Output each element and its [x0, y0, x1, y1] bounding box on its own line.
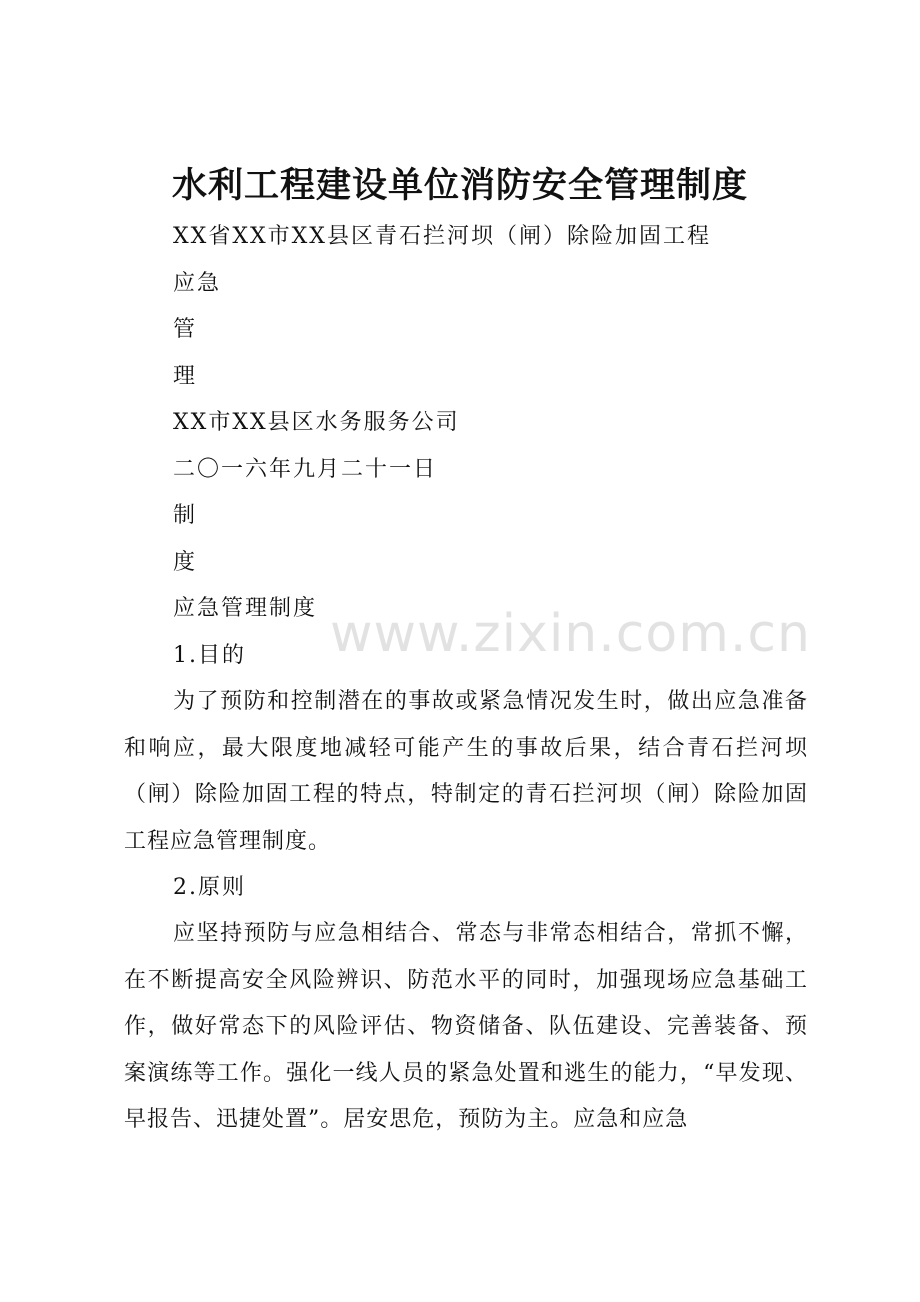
company-name-line: XX市XX县区水务服务公司	[173, 410, 460, 435]
header-line-yingji: 应急	[173, 271, 222, 296]
date-line: 二〇一六年九月二十一日	[173, 457, 438, 482]
watermark: www.zixin.com.cn	[330, 604, 811, 664]
header-line-du: 度	[173, 550, 198, 575]
header-line-zhi: 制	[173, 503, 198, 528]
heading-purpose: 1.目的	[173, 643, 246, 668]
document-title: 水利工程建设单位消防安全管理制度	[171, 165, 748, 206]
header-line-guan: 管	[173, 317, 198, 342]
heading-principles: 2.原则	[173, 875, 246, 900]
section-title: 应急管理制度	[173, 596, 318, 621]
paragraph-principles: 应坚持预防与应急相结合、常态与非常态相结合，常抓不懈，在不断提高安全风险辨识、防范水平的同时，加强现场应急基础工作，做好常态下的风险评估、物资储备、队伍建设、完善装备、预案演练等工作。强化一线人员的紧急处置和逃生的能力，“早发现、早报告、迅捷处置”。居安思危，预防为主。应急和应急	[124, 921, 808, 1132]
project-name-line: XX省XX市XX县区青石拦河坝（闸）除险加固工程	[173, 224, 711, 249]
header-line-li: 理	[173, 364, 198, 389]
paragraph-purpose: 为了预防和控制潜在的事故或紧急情况发生时，做出应急准备和响应，最大限度地减轻可能产生的事故后果，结合青石拦河坝（闸）除险加固工程的特点，特制定的青石拦河坝（闸）除险加固工程应急管理制度。	[124, 689, 808, 854]
